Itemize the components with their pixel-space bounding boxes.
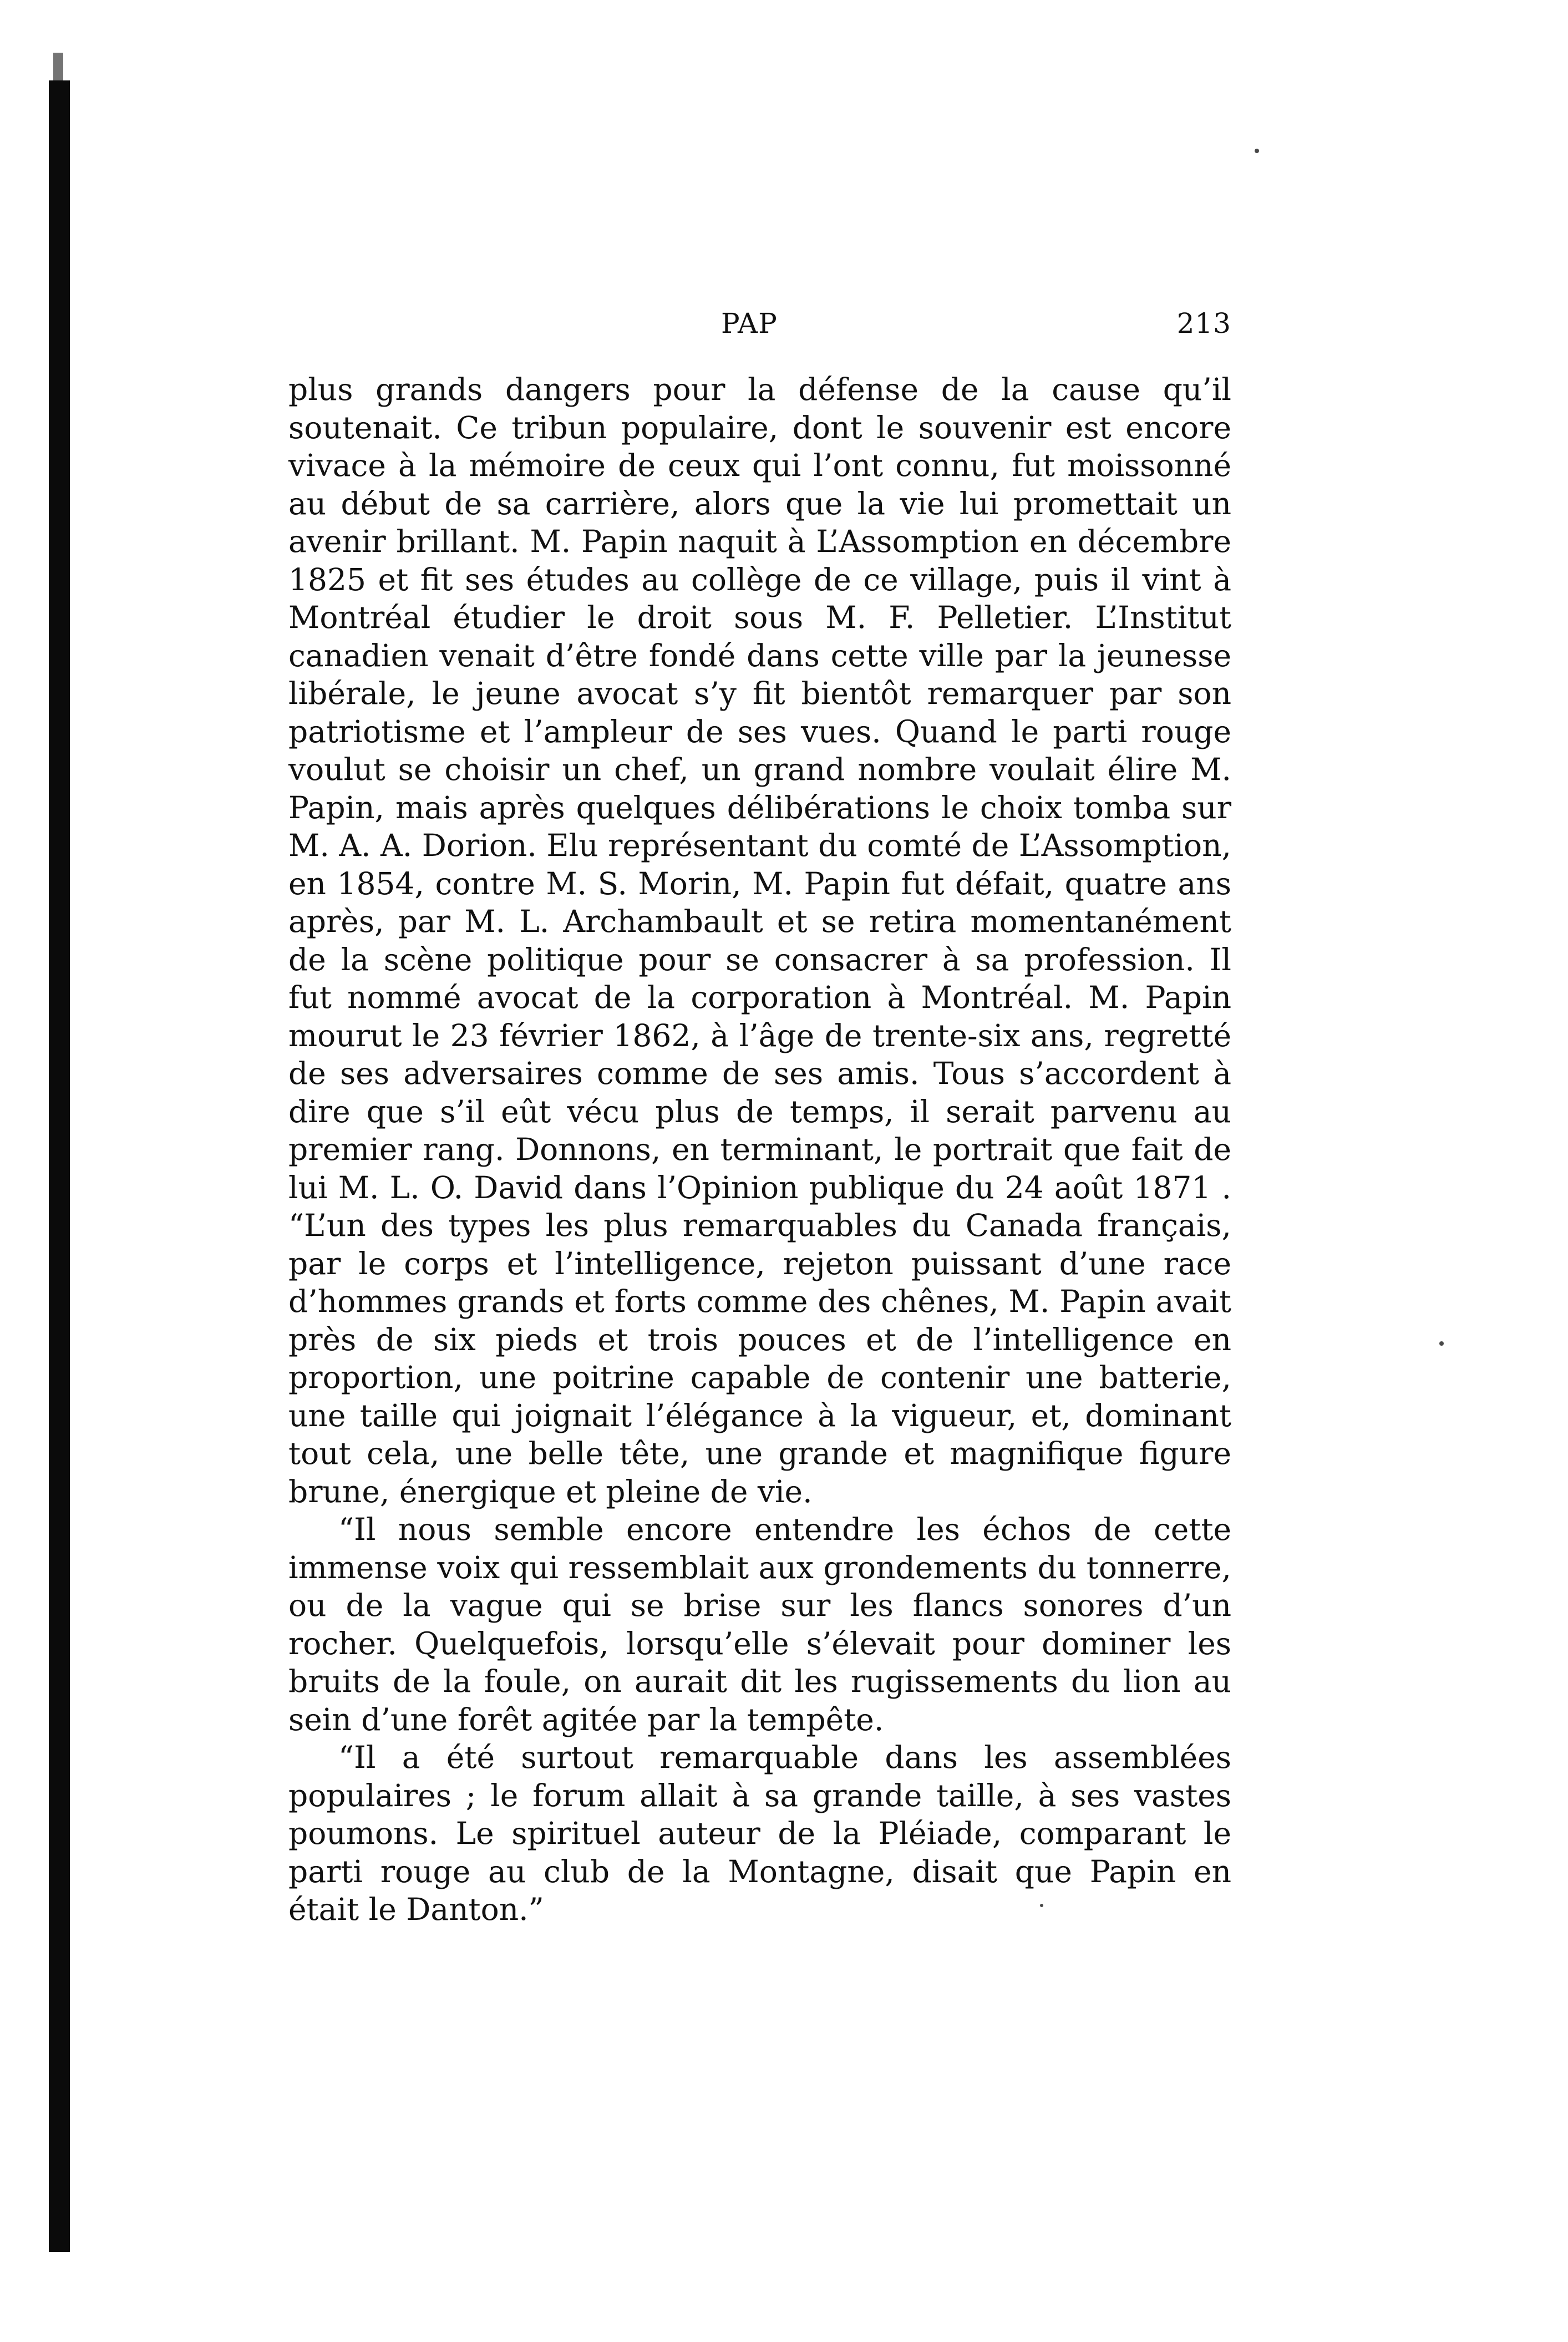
paragraph: “Il a été surtout remarquable dans les assemblées populaires ; le forum allait à sa grande taille, à ses vastes poumons. Le spirituel auteur de la Pléiade, comparant le parti rouge au club de la Montagne, disait que Papin en était le Danton.”: [288, 1740, 1231, 1927]
ink-speck: [1255, 149, 1259, 153]
paragraph: “Il nous semble encore entendre les échos de cette immense voix qui ressemblait aux grondements du tonnerre, ou de la vague qui se brise sur les flancs sonores d’un rocher. Quelquefois, lorsqu’elle s’élevait pour dominer les bruits de la foule, on aurait dit les rugissements du lion au sein d’une forêt agitée par la tempête.: [288, 1512, 1231, 1737]
main-text: [288, 371, 1231, 1929]
binding-edge: [49, 80, 70, 2252]
page-number: 213: [1176, 307, 1231, 339]
page-header: [288, 304, 1231, 343]
paragraph: plus grands dangers pour la défense de la cause qu’il soutenait. Ce tribun populaire, dont le souvenir est encore vivace à la mémoire de ceux qui l’ont connu, fut moissonné au début de sa carrière, alors que la vie lui promettait un avenir brillant. M. Papin naquit à L’Assomption en décembre 1825 et fit ses études au collège de ce village, puis il vint à Montréal étudier le droit sous M. F. Pelletier. L’Institut canadien venait d’être fondé dans cette ville par la jeunesse libérale, le jeune avocat s’y fit bientôt remarquer par son patriotisme et l’ampleur de ses vues. Quand le parti rouge voulut se choisir un chef, un grand nombre voulait élire M. Papin, mais après quelques délibérations le choix tomba sur M. A. A. Dorion. Elu représentant du comté de L’Assomption, en 1854, contre M. S. Morin, M. Papin fut défait, quatre ans après, par M. L. Archambault et se retira momentanément de la scène politique pour se consacrer à sa profession. Il fut nommé avocat de la corporation à Montréal. M. Papin mourut le 23 février 1862, à l’âge de trente-six ans, regretté de ses adversaires comme de ses amis. Tous s’accordent à dire que s’il eût vécu plus de temps, il serait parvenu au premier rang. Donnons, en terminant, le portrait que fait de lui M. L. O. David dans l’Opinion publique du 24 août 1871 . “L’un des types les plus remarquables du Canada français, par le corps et l’intelligence, rejeton puissant d’une race d’hommes grands et forts comme des chênes, M. Papin avait près de six pieds et trois pouces et de l’intelligence en proportion, une poitrine capable de contenir une batterie, une taille qui joignait l’élégance à la vigueur, et, dominant tout cela, une belle tête, une grande et magnifique figure brune, énergique et pleine de vie.: [288, 372, 1231, 1509]
running-head: PAP: [721, 307, 778, 339]
ink-speck: [1439, 1341, 1444, 1346]
